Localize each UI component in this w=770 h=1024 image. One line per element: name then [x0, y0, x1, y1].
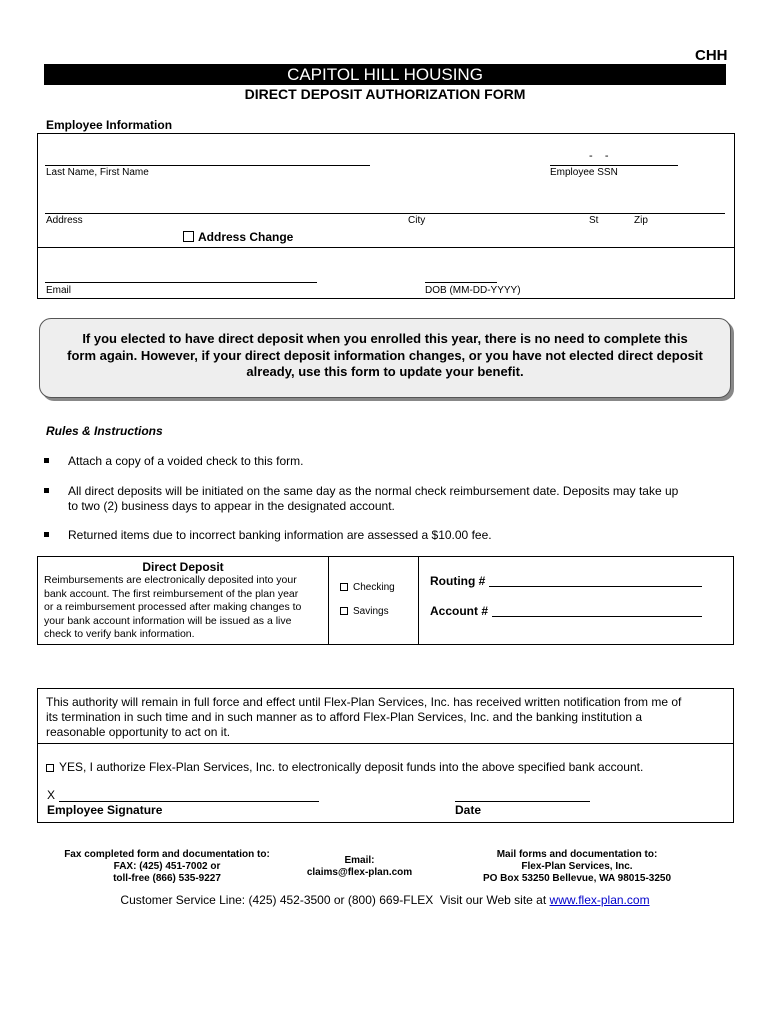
rule-item-2: [68, 484, 678, 514]
customer-service-line: [0, 893, 770, 907]
authority-divider: [38, 743, 733, 744]
authority-line-3: reasonable opportunity to act on it.: [46, 725, 231, 739]
savings-label: Savings: [353, 606, 389, 617]
account-label: Account #: [430, 604, 489, 618]
fax-line-1: Fax completed form and documentation to:: [64, 849, 270, 860]
mail-line-2: Flex-Plan Services, Inc.: [521, 861, 633, 872]
signature-field[interactable]: [59, 801, 319, 802]
address-field[interactable]: [45, 213, 725, 214]
mail-line-3: PO Box 53250 Bellevue, WA 98015-3250: [482, 873, 672, 884]
checking-checkbox[interactable]: [340, 583, 348, 591]
dob-label: DOB (MM-DD-YYYY): [425, 285, 521, 296]
direct-deposit-desc-line-2: bank account. The first reimbursement of the plan year: [44, 587, 299, 600]
address-label: Address: [46, 215, 83, 226]
name-field[interactable]: [45, 165, 370, 166]
employee-info-box: [37, 133, 735, 299]
authorize-option[interactable]: [46, 760, 643, 774]
direct-deposit-description: [44, 574, 301, 642]
direct-deposit-desc-line-5: check to verify bank information.: [44, 628, 195, 640]
fax-info: [42, 849, 292, 885]
email-field[interactable]: [45, 282, 317, 283]
authority-line-1: This authority will remain in full force and effect until Flex-Plan Services, Inc. has received written notification from me of: [46, 695, 682, 709]
rule-item-3: Returned items due to incorrect banking information are assessed a $10.00 fee.: [68, 528, 492, 542]
name-label: Last Name, First Name: [46, 167, 149, 178]
date-field[interactable]: [455, 801, 590, 802]
authority-text: [46, 695, 681, 740]
rules-heading: Rules & Instructions: [46, 424, 163, 438]
authorize-text: YES, I authorize Flex-Plan Services, Inc. to electronically deposit funds into the above specified bank account.: [59, 760, 644, 774]
notice-box: [39, 318, 731, 398]
customer-service-text: Customer Service Line: (425) 452-3500 or (800) 669-FLEX Visit our Web site at: [120, 893, 550, 907]
ssn-label: Employee SSN: [550, 167, 618, 178]
routing-number-field[interactable]: [489, 586, 702, 587]
email-line-1: Email:: [344, 855, 375, 866]
notice-text: [40, 331, 730, 381]
email-info: [292, 855, 427, 879]
direct-deposit-box: [37, 556, 734, 645]
checking-label: Checking: [353, 582, 395, 593]
rule-item-2-line-2: to two (2) business days to appear in the designated account.: [68, 499, 395, 513]
city-label: City: [408, 215, 426, 226]
ssn-field[interactable]: [550, 165, 678, 166]
notice-line-2: form again. However, if your direct deposit information changes, or you have not elected direct deposit: [67, 347, 703, 363]
form-code: CHH: [695, 47, 728, 64]
email-line-2: claims@flex-plan.com: [306, 867, 413, 878]
bullet-icon: [44, 532, 49, 537]
website-link[interactable]: www.flex-plan.com: [549, 893, 650, 907]
address-change-checkbox[interactable]: [183, 231, 194, 242]
direct-deposit-desc-line-3: or a reimbursement processed after making changes to: [44, 601, 302, 613]
address-change-label: Address Change: [198, 230, 294, 244]
rule-item-1: Attach a copy of a voided check to this form.: [68, 454, 304, 468]
signature-x-mark: X: [47, 788, 56, 802]
account-type-cell: [328, 557, 419, 644]
bullet-icon: [44, 488, 49, 493]
mail-info: [462, 849, 692, 885]
employee-section-label: Employee Information: [46, 118, 173, 132]
st-label: St: [589, 215, 599, 226]
direct-deposit-desc-line-4: your bank account information will be issued as a live: [44, 614, 292, 627]
org-title-banner: CAPITOL HILL HOUSING: [44, 64, 726, 85]
bullet-icon: [44, 458, 49, 463]
direct-deposit-description-cell: [38, 557, 329, 644]
direct-deposit-desc-line-1: Reimbursements are electronically deposited into your: [44, 574, 297, 586]
routing-label: Routing #: [430, 574, 486, 588]
date-label: Date: [455, 803, 482, 817]
zip-label: Zip: [634, 215, 648, 226]
ssn-dashes: - -: [589, 150, 609, 162]
fax-line-3: toll-free (866) 535-9227: [113, 873, 221, 884]
authorize-checkbox[interactable]: [46, 764, 54, 772]
authority-line-2: its termination in such time and in such manner as to afford Flex-Plan Services, Inc. and the banking institution a: [46, 710, 643, 724]
mail-line-1: Mail forms and documentation to:: [496, 849, 658, 860]
form-title: DIRECT DEPOSIT AUTHORIZATION FORM: [244, 86, 526, 102]
savings-option[interactable]: [340, 606, 389, 617]
employee-box-divider: [38, 247, 734, 248]
notice-line-1: If you elected to have direct deposit when you enrolled this year, there is no need to complete this: [82, 331, 688, 346]
authority-box: [37, 688, 734, 823]
account-number-field[interactable]: [492, 616, 702, 617]
rule-item-2-line-1: All direct deposits will be initiated on the same day as the normal check reimbursement date. Deposits may take up: [68, 484, 679, 498]
email-label: Email: [46, 285, 72, 296]
fax-line-2: FAX: (425) 451-7002 or: [113, 861, 221, 872]
checking-option[interactable]: [340, 582, 395, 593]
savings-checkbox[interactable]: [340, 607, 348, 615]
notice-line-3: already, use this form to update your benefit.: [246, 364, 524, 379]
direct-deposit-heading: Direct Deposit: [142, 560, 224, 574]
signature-label: Employee Signature: [47, 803, 163, 817]
address-change-option[interactable]: [183, 230, 293, 244]
dob-field[interactable]: [425, 282, 497, 283]
